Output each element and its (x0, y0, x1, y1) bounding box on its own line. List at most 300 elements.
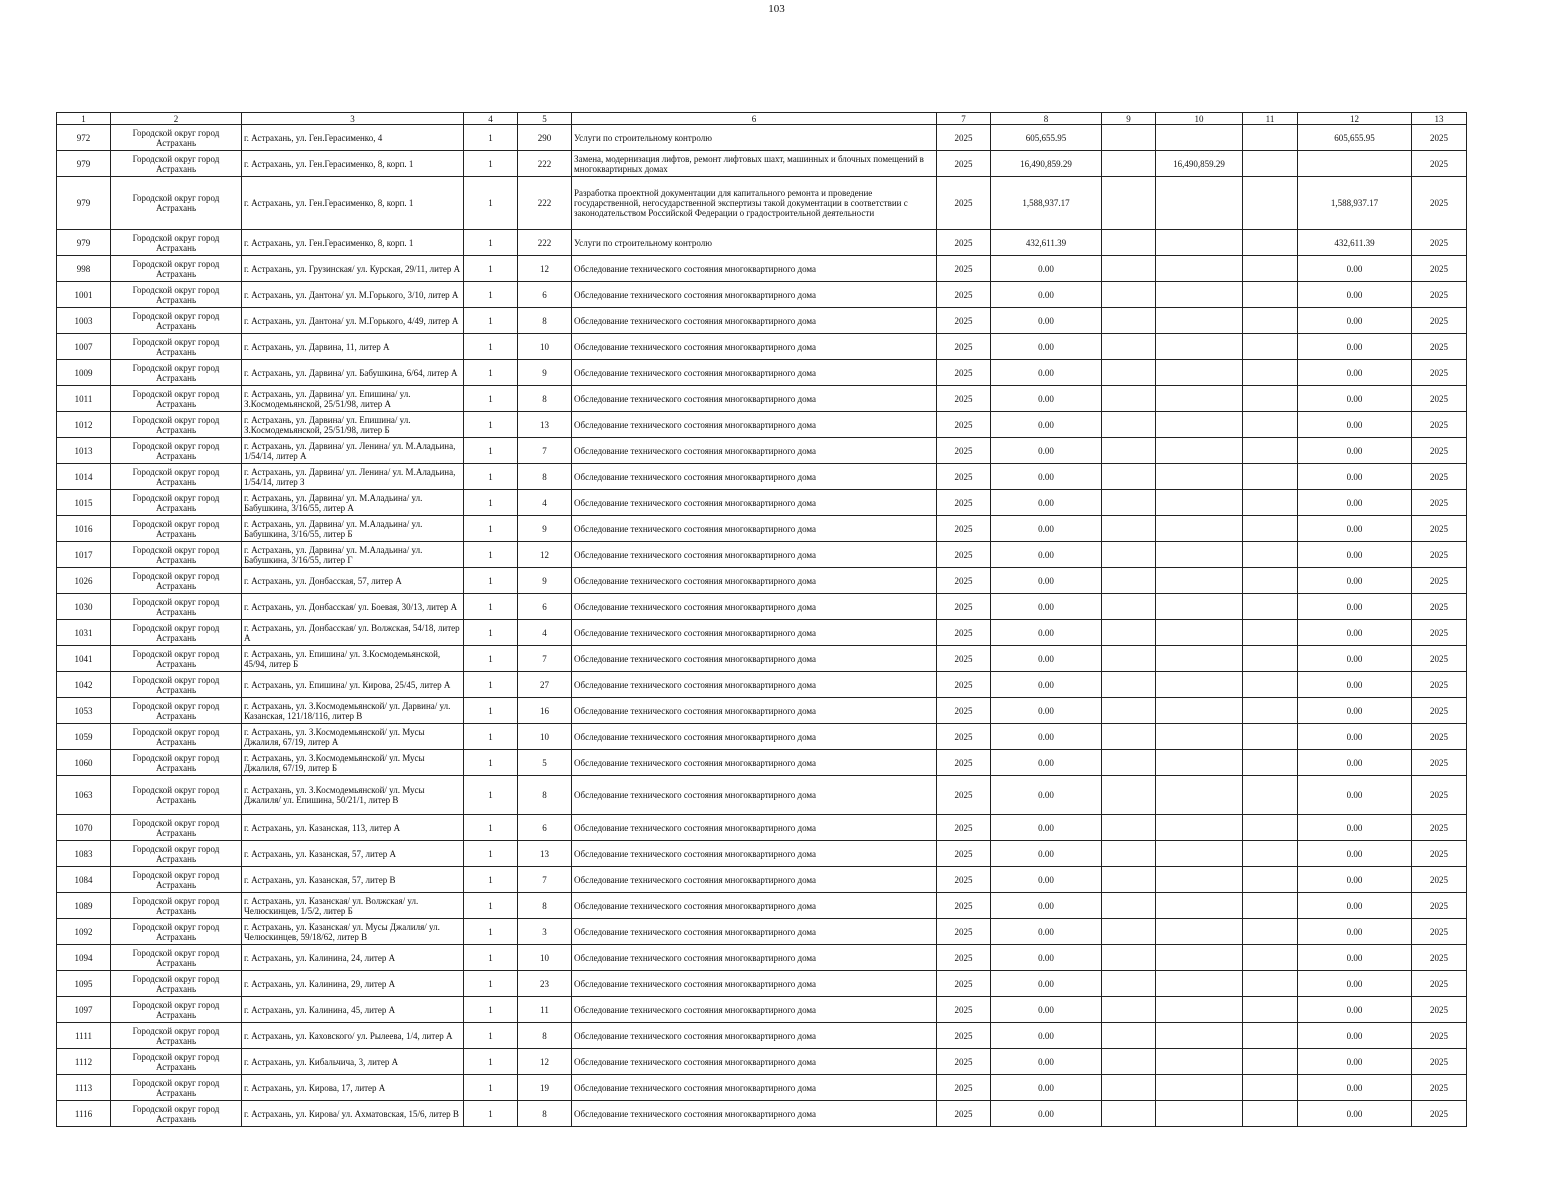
cell-address: г. Астрахань, ул. Кирова/ ул. Ахматовская, 15/6, литер В (242, 1101, 464, 1127)
cell-col-9 (1102, 672, 1156, 698)
cell-year: 2025 (937, 672, 991, 698)
cell-total-cost: 0.00 (991, 360, 1102, 386)
cell-work-type: Обследование технического состояния многоквартирного дома (572, 594, 937, 620)
cell-col-9 (1102, 646, 1156, 672)
cell-row-number: 1003 (57, 308, 111, 334)
cell-total-cost: 0.00 (991, 1023, 1102, 1049)
cell-col-12: 0.00 (1298, 256, 1412, 282)
cell-work-type: Обследование технического состояния многоквартирного дома (572, 893, 937, 919)
cell-row-number: 1113 (57, 1075, 111, 1101)
cell-col-12: 0.00 (1298, 360, 1412, 386)
cell-col-11 (1243, 177, 1298, 230)
cell-col-13: 2025 (1412, 308, 1467, 334)
cell-apartments: 7 (518, 438, 572, 464)
cell-row-number: 1092 (57, 919, 111, 945)
cell-col-12: 0.00 (1298, 516, 1412, 542)
cell-col-11 (1243, 1075, 1298, 1101)
cell-col-10 (1156, 841, 1243, 867)
cell-total-cost: 0.00 (991, 841, 1102, 867)
cell-house-count: 1 (464, 997, 518, 1023)
cell-work-type: Обследование технического состояния многоквартирного дома (572, 698, 937, 724)
cell-col-13: 2025 (1412, 893, 1467, 919)
page-number: 103 (768, 3, 785, 15)
cell-year: 2025 (937, 464, 991, 490)
cell-col-13: 2025 (1412, 282, 1467, 308)
cell-total-cost: 0.00 (991, 698, 1102, 724)
cell-col-11 (1243, 698, 1298, 724)
cell-col-11 (1243, 672, 1298, 698)
table-row (57, 646, 1467, 672)
column-header-8: 8 (991, 113, 1102, 125)
table-row (57, 1075, 1467, 1101)
cell-col-13: 2025 (1412, 151, 1467, 177)
cell-year: 2025 (937, 542, 991, 568)
cell-col-10 (1156, 776, 1243, 815)
cell-work-type: Обследование технического состояния многоквартирного дома (572, 360, 937, 386)
cell-col-11 (1243, 867, 1298, 893)
cell-municipality: Городской округ город Астрахань (111, 841, 242, 867)
cell-municipality: Городской округ город Астрахань (111, 646, 242, 672)
cell-address: г. Астрахань, ул. Кирова, 17, литер А (242, 1075, 464, 1101)
cell-total-cost: 0.00 (991, 750, 1102, 776)
cell-col-10 (1156, 177, 1243, 230)
table-row (57, 750, 1467, 776)
cell-year: 2025 (937, 568, 991, 594)
cell-col-13: 2025 (1412, 490, 1467, 516)
cell-row-number: 1095 (57, 971, 111, 997)
cell-address: г. Астрахань, ул. Казанская/ ул. Волжская/ ул. Челюскинцев, 1/5/2, литер Б (242, 893, 464, 919)
cell-row-number: 1083 (57, 841, 111, 867)
cell-municipality: Городской округ город Астрахань (111, 620, 242, 646)
table-row (57, 464, 1467, 490)
cell-work-type: Обследование технического состояния многоквартирного дома (572, 386, 937, 412)
cell-municipality: Городской округ город Астрахань (111, 490, 242, 516)
cell-work-type: Обследование технического состояния многоквартирного дома (572, 282, 937, 308)
cell-col-13: 2025 (1412, 971, 1467, 997)
cell-col-9 (1102, 125, 1156, 151)
cell-col-12: 0.00 (1298, 594, 1412, 620)
cell-col-10 (1156, 308, 1243, 334)
cell-house-count: 1 (464, 1101, 518, 1127)
cell-apartments: 9 (518, 516, 572, 542)
cell-house-count: 1 (464, 724, 518, 750)
column-header-9: 9 (1102, 113, 1156, 125)
column-header-6: 6 (572, 113, 937, 125)
cell-row-number: 1042 (57, 672, 111, 698)
cell-address: г. Астрахань, ул. Каховского/ ул. Рылеева, 1/4, литер А (242, 1023, 464, 1049)
cell-municipality: Городской округ город Астрахань (111, 568, 242, 594)
cell-col-12: 0.00 (1298, 490, 1412, 516)
cell-municipality: Городской округ город Астрахань (111, 867, 242, 893)
cell-col-11 (1243, 971, 1298, 997)
cell-col-11 (1243, 360, 1298, 386)
cell-total-cost: 0.00 (991, 594, 1102, 620)
cell-col-9 (1102, 256, 1156, 282)
cell-house-count: 1 (464, 672, 518, 698)
cell-col-9 (1102, 893, 1156, 919)
cell-row-number: 1084 (57, 867, 111, 893)
cell-col-9 (1102, 308, 1156, 334)
cell-col-11 (1243, 750, 1298, 776)
cell-total-cost: 0.00 (991, 776, 1102, 815)
cell-col-10 (1156, 698, 1243, 724)
cell-total-cost: 0.00 (991, 919, 1102, 945)
cell-house-count: 1 (464, 568, 518, 594)
cell-row-number: 1007 (57, 334, 111, 360)
cell-row-number: 1016 (57, 516, 111, 542)
cell-year: 2025 (937, 945, 991, 971)
table-row (57, 151, 1467, 177)
cell-row-number: 972 (57, 125, 111, 151)
cell-col-12: 0.00 (1298, 542, 1412, 568)
cell-house-count: 1 (464, 256, 518, 282)
cell-house-count: 1 (464, 516, 518, 542)
cell-col-11 (1243, 776, 1298, 815)
cell-col-11 (1243, 1101, 1298, 1127)
cell-total-cost: 0.00 (991, 386, 1102, 412)
cell-col-9 (1102, 151, 1156, 177)
cell-house-count: 1 (464, 151, 518, 177)
column-header-1: 1 (57, 113, 111, 125)
table-row (57, 516, 1467, 542)
cell-year: 2025 (937, 308, 991, 334)
table-row (57, 256, 1467, 282)
cell-apartments: 7 (518, 646, 572, 672)
cell-municipality: Городской округ город Астрахань (111, 594, 242, 620)
cell-col-13: 2025 (1412, 1101, 1467, 1127)
cell-col-11 (1243, 334, 1298, 360)
cell-col-13: 2025 (1412, 438, 1467, 464)
cell-col-13: 2025 (1412, 464, 1467, 490)
cell-apartments: 27 (518, 672, 572, 698)
cell-col-12: 0.00 (1298, 620, 1412, 646)
cell-house-count: 1 (464, 594, 518, 620)
cell-total-cost: 1,588,937.17 (991, 177, 1102, 230)
cell-col-13: 2025 (1412, 945, 1467, 971)
cell-year: 2025 (937, 893, 991, 919)
cell-address: г. Астрахань, ул. Ген.Герасименко, 8, корп. 1 (242, 177, 464, 230)
cell-total-cost: 0.00 (991, 282, 1102, 308)
cell-apartments: 6 (518, 282, 572, 308)
cell-house-count: 1 (464, 815, 518, 841)
cell-house-count: 1 (464, 867, 518, 893)
cell-col-13: 2025 (1412, 815, 1467, 841)
table-row (57, 919, 1467, 945)
cell-total-cost: 0.00 (991, 724, 1102, 750)
cell-col-13: 2025 (1412, 594, 1467, 620)
cell-col-10 (1156, 464, 1243, 490)
cell-col-12: 0.00 (1298, 841, 1412, 867)
cell-col-10 (1156, 360, 1243, 386)
cell-municipality: Городской округ город Астрахань (111, 750, 242, 776)
cell-address: г. Астрахань, ул. З.Космодемьянской/ ул. Мусы Джалиля/ ул. Епишина, 50/21/1, литер В (242, 776, 464, 815)
cell-address: г. Астрахань, ул. Грузинская/ ул. Курская, 29/11, литер А (242, 256, 464, 282)
cell-col-10: 16,490,859.29 (1156, 151, 1243, 177)
cell-row-number: 1001 (57, 282, 111, 308)
cell-address: г. Астрахань, ул. З.Космодемьянской/ ул. Дарвина/ ул. Казанская, 121/18/116, литер В (242, 698, 464, 724)
cell-row-number: 979 (57, 177, 111, 230)
cell-col-12: 605,655.95 (1298, 125, 1412, 151)
cell-row-number: 1112 (57, 1049, 111, 1075)
cell-col-10 (1156, 867, 1243, 893)
cell-year: 2025 (937, 1075, 991, 1101)
cell-col-12: 0.00 (1298, 893, 1412, 919)
cell-col-10 (1156, 542, 1243, 568)
cell-address: г. Астрахань, ул. Дарвина/ ул. Ленина/ ул. М.Аладьина, 1/54/14, литер З (242, 464, 464, 490)
cell-col-9 (1102, 386, 1156, 412)
cell-col-13: 2025 (1412, 672, 1467, 698)
cell-row-number: 1111 (57, 1023, 111, 1049)
cell-address: г. Астрахань, ул. Донбасская, 57, литер А (242, 568, 464, 594)
cell-address: г. Астрахань, ул. Епишина/ ул. З.Космодемьянской, 45/94, литер Б (242, 646, 464, 672)
cell-municipality: Городской округ город Астрахань (111, 893, 242, 919)
cell-apartments: 290 (518, 125, 572, 151)
cell-col-13: 2025 (1412, 1075, 1467, 1101)
cell-col-9 (1102, 412, 1156, 438)
cell-apartments: 13 (518, 412, 572, 438)
cell-row-number: 1009 (57, 360, 111, 386)
cell-work-type: Обследование технического состояния многоквартирного дома (572, 815, 937, 841)
cell-municipality: Городской округ город Астрахань (111, 997, 242, 1023)
cell-total-cost: 0.00 (991, 971, 1102, 997)
cell-col-12: 0.00 (1298, 568, 1412, 594)
cell-col-12: 0.00 (1298, 919, 1412, 945)
cell-col-10 (1156, 1101, 1243, 1127)
table-row (57, 594, 1467, 620)
cell-apartments: 10 (518, 334, 572, 360)
cell-house-count: 1 (464, 177, 518, 230)
cell-col-10 (1156, 724, 1243, 750)
cell-year: 2025 (937, 698, 991, 724)
table-row (57, 620, 1467, 646)
cell-address: г. Астрахань, ул. З.Космодемьянской/ ул. Мусы Джалиля, 67/19, литер А (242, 724, 464, 750)
column-header-5: 5 (518, 113, 572, 125)
cell-total-cost: 0.00 (991, 893, 1102, 919)
cell-col-11 (1243, 516, 1298, 542)
cell-col-13: 2025 (1412, 867, 1467, 893)
cell-work-type: Обследование технического состояния многоквартирного дома (572, 308, 937, 334)
cell-year: 2025 (937, 971, 991, 997)
cell-house-count: 1 (464, 464, 518, 490)
cell-house-count: 1 (464, 646, 518, 672)
table-row (57, 815, 1467, 841)
cell-col-9 (1102, 490, 1156, 516)
table-row (57, 945, 1467, 971)
cell-municipality: Городской округ город Астрахань (111, 256, 242, 282)
cell-total-cost: 0.00 (991, 308, 1102, 334)
cell-address: г. Астрахань, ул. Дарвина/ ул. Епишина/ ул. З.Космодемьянской, 25/51/98, литер А (242, 386, 464, 412)
cell-address: г. Астрахань, ул. Донбасская/ ул. Волжская, 54/18, литер А (242, 620, 464, 646)
cell-work-type: Обследование технического состояния многоквартирного дома (572, 256, 937, 282)
cell-apartments: 8 (518, 1101, 572, 1127)
cell-municipality: Городской округ город Астрахань (111, 776, 242, 815)
cell-col-9 (1102, 1075, 1156, 1101)
column-header-7: 7 (937, 113, 991, 125)
table-row (57, 490, 1467, 516)
cell-work-type: Обследование технического состояния многоквартирного дома (572, 516, 937, 542)
cell-work-type: Замена, модернизация лифтов, ремонт лифтовых шахт, машинных и блочных помещений в многоквартирных домах (572, 151, 937, 177)
cell-work-type: Обследование технического состояния многоквартирного дома (572, 490, 937, 516)
cell-col-9 (1102, 815, 1156, 841)
cell-address: г. Астрахань, ул. Калинина, 29, литер А (242, 971, 464, 997)
cell-row-number: 1017 (57, 542, 111, 568)
cell-col-10 (1156, 646, 1243, 672)
cell-col-11 (1243, 841, 1298, 867)
cell-col-10 (1156, 256, 1243, 282)
cell-col-10 (1156, 750, 1243, 776)
cell-year: 2025 (937, 1023, 991, 1049)
cell-col-11 (1243, 386, 1298, 412)
column-header-13: 13 (1412, 113, 1467, 125)
cell-apartments: 8 (518, 1023, 572, 1049)
cell-work-type: Разработка проектной документации для капитального ремонта и проведение государственной, негосударственной экспертизы такой документации в соответствии с законодательством Российской Федерации о градостроительной деятельности (572, 177, 937, 230)
cell-row-number: 1060 (57, 750, 111, 776)
table-row (57, 412, 1467, 438)
cell-total-cost: 0.00 (991, 1101, 1102, 1127)
cell-total-cost: 0.00 (991, 997, 1102, 1023)
cell-col-13: 2025 (1412, 620, 1467, 646)
cell-house-count: 1 (464, 1049, 518, 1075)
cell-col-11 (1243, 464, 1298, 490)
cell-col-9 (1102, 919, 1156, 945)
cell-municipality: Городской округ город Астрахань (111, 1101, 242, 1127)
cell-col-10 (1156, 893, 1243, 919)
cell-col-12: 0.00 (1298, 1075, 1412, 1101)
table-row (57, 672, 1467, 698)
cell-municipality: Городской округ город Астрахань (111, 815, 242, 841)
cell-col-13: 2025 (1412, 698, 1467, 724)
table-row (57, 971, 1467, 997)
cell-house-count: 1 (464, 776, 518, 815)
cell-col-12: 0.00 (1298, 698, 1412, 724)
cell-col-13: 2025 (1412, 997, 1467, 1023)
cell-col-12: 0.00 (1298, 971, 1412, 997)
cell-year: 2025 (937, 282, 991, 308)
cell-year: 2025 (937, 386, 991, 412)
cell-municipality: Городской округ город Астрахань (111, 386, 242, 412)
cell-row-number: 998 (57, 256, 111, 282)
cell-col-13: 2025 (1412, 919, 1467, 945)
cell-work-type: Обследование технического состояния многоквартирного дома (572, 776, 937, 815)
cell-col-9 (1102, 464, 1156, 490)
cell-address: г. Астрахань, ул. Дантона/ ул. М.Горького, 3/10, литер А (242, 282, 464, 308)
cell-total-cost: 0.00 (991, 334, 1102, 360)
cell-row-number: 1063 (57, 776, 111, 815)
cell-work-type: Обследование технического состояния многоквартирного дома (572, 620, 937, 646)
cell-address: г. Астрахань, ул. Дарвина/ ул. Епишина/ ул. З.Космодемьянской, 25/51/98, литер Б (242, 412, 464, 438)
cell-year: 2025 (937, 997, 991, 1023)
cell-col-13: 2025 (1412, 412, 1467, 438)
cell-total-cost: 0.00 (991, 815, 1102, 841)
cell-total-cost: 16,490,859.29 (991, 151, 1102, 177)
cell-work-type: Обследование технического состояния многоквартирного дома (572, 672, 937, 698)
cell-apartments: 8 (518, 893, 572, 919)
column-header-10: 10 (1156, 113, 1243, 125)
cell-col-10 (1156, 945, 1243, 971)
cell-apartments: 12 (518, 256, 572, 282)
cell-col-10 (1156, 1023, 1243, 1049)
cell-col-10 (1156, 438, 1243, 464)
cell-row-number: 1026 (57, 568, 111, 594)
cell-col-9 (1102, 867, 1156, 893)
cell-house-count: 1 (464, 438, 518, 464)
cell-total-cost: 0.00 (991, 464, 1102, 490)
cell-house-count: 1 (464, 698, 518, 724)
cell-col-12: 0.00 (1298, 750, 1412, 776)
cell-col-11 (1243, 230, 1298, 256)
cell-address: г. Астрахань, ул. Казанская, 113, литер А (242, 815, 464, 841)
cell-col-9 (1102, 438, 1156, 464)
cell-address: г. Астрахань, ул. Кибальчича, 3, литер А (242, 1049, 464, 1075)
cell-col-11 (1243, 919, 1298, 945)
cell-row-number: 1053 (57, 698, 111, 724)
cell-total-cost: 0.00 (991, 490, 1102, 516)
cell-col-11 (1243, 724, 1298, 750)
cell-municipality: Городской округ город Астрахань (111, 151, 242, 177)
table-row (57, 282, 1467, 308)
cell-col-9 (1102, 776, 1156, 815)
cell-col-12: 0.00 (1298, 724, 1412, 750)
cell-col-9 (1102, 516, 1156, 542)
cell-work-type: Обследование технического состояния многоквартирного дома (572, 1023, 937, 1049)
cell-apartments: 222 (518, 151, 572, 177)
cell-col-12: 0.00 (1298, 1023, 1412, 1049)
table-row (57, 776, 1467, 815)
cell-house-count: 1 (464, 412, 518, 438)
column-header-3: 3 (242, 113, 464, 125)
cell-year: 2025 (937, 490, 991, 516)
cell-col-10 (1156, 971, 1243, 997)
cell-municipality: Городской округ город Астрахань (111, 1023, 242, 1049)
cell-house-count: 1 (464, 750, 518, 776)
cell-col-11 (1243, 594, 1298, 620)
table-row (57, 360, 1467, 386)
cell-municipality: Городской округ город Астрахань (111, 438, 242, 464)
cell-total-cost: 0.00 (991, 1049, 1102, 1075)
cell-apartments: 9 (518, 568, 572, 594)
cell-row-number: 1094 (57, 945, 111, 971)
cell-col-12: 0.00 (1298, 1101, 1412, 1127)
cell-address: г. Астрахань, ул. Калинина, 24, литер А (242, 945, 464, 971)
cell-year: 2025 (937, 646, 991, 672)
cell-col-12: 0.00 (1298, 334, 1412, 360)
cell-total-cost: 0.00 (991, 867, 1102, 893)
cell-row-number: 1031 (57, 620, 111, 646)
cell-address: г. Астрахань, ул. Калинина, 45, литер А (242, 997, 464, 1023)
cell-address: г. Астрахань, ул. Ген.Герасименко, 4 (242, 125, 464, 151)
cell-col-9 (1102, 334, 1156, 360)
cell-address: г. Астрахань, ул. Дарвина/ ул. М.Аладьина/ ул. Бабушкина, 3/16/55, литер Б (242, 516, 464, 542)
cell-house-count: 1 (464, 620, 518, 646)
cell-col-11 (1243, 646, 1298, 672)
cell-row-number: 1116 (57, 1101, 111, 1127)
table-row (57, 841, 1467, 867)
cell-col-10 (1156, 516, 1243, 542)
table-row (57, 724, 1467, 750)
cell-col-13: 2025 (1412, 360, 1467, 386)
cell-year: 2025 (937, 360, 991, 386)
cell-col-11 (1243, 893, 1298, 919)
cell-col-12: 0.00 (1298, 867, 1412, 893)
cell-col-11 (1243, 438, 1298, 464)
cell-row-number: 979 (57, 151, 111, 177)
cell-address: г. Астрахань, ул. Ген.Герасименко, 8, корп. 1 (242, 151, 464, 177)
cell-col-13: 2025 (1412, 841, 1467, 867)
cell-col-9 (1102, 698, 1156, 724)
cell-work-type: Обследование технического состояния многоквартирного дома (572, 867, 937, 893)
cell-address: г. Астрахань, ул. Казанская/ ул. Мусы Джалиля/ ул. Челюскинцев, 59/18/62, литер В (242, 919, 464, 945)
cell-apartments: 8 (518, 776, 572, 815)
